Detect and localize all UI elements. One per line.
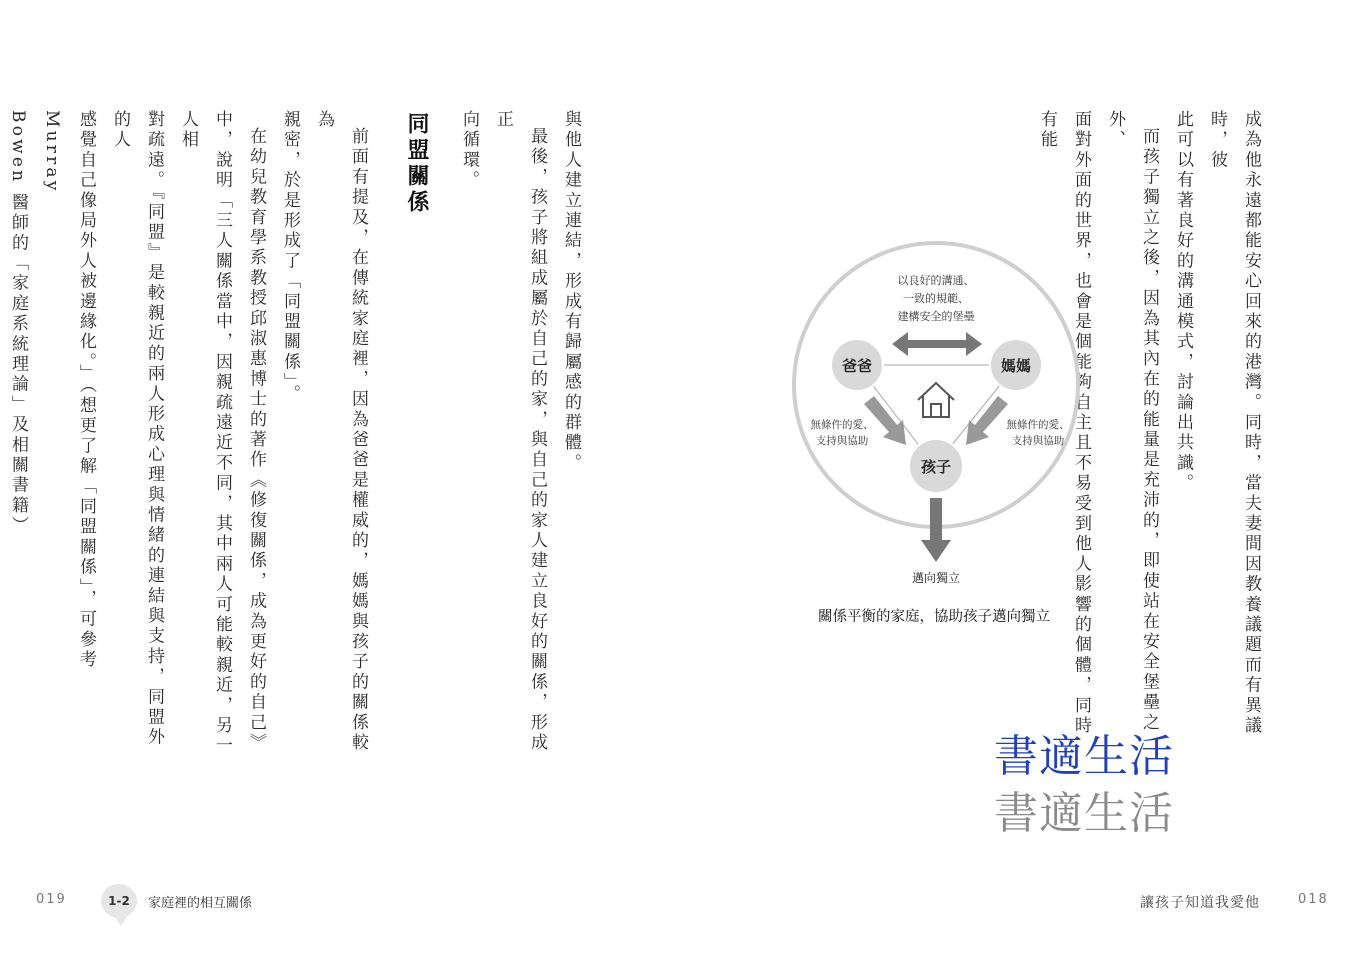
section-heading: 同盟關係 (404, 112, 430, 216)
diagram-top-text: 以良好的溝通、 (897, 274, 975, 287)
right-edge-text: 無條件的愛、 (1006, 419, 1070, 431)
left-edge-text: 支持與協助 (815, 435, 869, 447)
paragraph: 感覺自己像局外人被邊緣化。」（想更了解「同盟關係」，可參考 Murray (42, 110, 96, 671)
page-number-left: 019 (36, 892, 67, 907)
arrow-down-left-icon (966, 396, 1008, 445)
paragraph: 而孩子獨立之後，因為其內在的能量是充沛的，即使站在安全堡壘之外、 (1105, 110, 1159, 733)
family-balance-diagram (780, 230, 1100, 640)
right-edge-text: 支持與協助 (1011, 435, 1065, 447)
diagram-top-text: 建構安全的堡壘 (897, 310, 975, 323)
paragraph: 中，說明「三人關係當中，因親疏遠近不同，其中兩人可能較親近，另一人相 (178, 110, 232, 757)
left-page-text-upper (459, 110, 588, 760)
house-icon (918, 383, 954, 417)
paragraph: 最後，孩子將組成屬於自己的家，與自己的家人建立良好的關係，形成正 (493, 110, 547, 754)
chapter-badge: 1-2 (101, 884, 137, 918)
diagram-caption: 關係平衡的家庭，協助孩子邁向獨立 (818, 609, 1050, 625)
left-page-text-lower (8, 110, 375, 760)
paragraph: 面對外面的世界，也會是個能夠自主且不易受到他人影響的個體，同時有能 (1037, 110, 1091, 737)
bottom-label: 邁向獨立 (911, 571, 961, 585)
paragraph (0, 110, 1, 760)
paragraph: 成為他永遠都能安心回來的港灣。同時，當夫妻間因教養議題而有異議時，彼 (1207, 110, 1261, 737)
node-mom-label: 媽媽 (1000, 357, 1032, 375)
paragraph: Bowen 醫師的「家庭系統理論」及相關書籍） (8, 110, 28, 537)
chapter-title: 家庭裡的相互關係 (148, 896, 253, 911)
paragraph: 對疏遠。『同盟』是較親近的兩人形成心理與情緒的連結與支持，同盟外的人 (110, 110, 164, 748)
paragraph: 與他人建立連結，形成有歸屬感的群體。 (561, 110, 581, 474)
arrow-down-icon (921, 498, 951, 562)
watermark-gray: 書適生活 (994, 788, 1174, 839)
double-arrow-icon (892, 332, 982, 356)
node-child-label: 孩子 (920, 458, 952, 476)
paragraph: 此可以有著良好的溝通模式，討論出共識。 (1173, 110, 1193, 494)
page-number-right: 018 (1298, 892, 1329, 907)
watermark-blue: 書適生活 (994, 731, 1174, 782)
paragraph: 在幼兒教育學系教授邱淑惠博士的著作《修復關係，成為更好的自己》 (246, 127, 266, 754)
paragraph: 前面有提及，在傳統家庭裡，因為爸爸是權威的，媽媽與孩子的關係較為 (314, 110, 368, 754)
paragraph: 親密，於是形成了「同盟關係」。 (280, 110, 300, 405)
diagram-top-text: 一致的規範、 (903, 292, 969, 305)
left-edge-text: 無條件的愛、 (810, 419, 874, 431)
node-dad-label: 爸爸 (841, 357, 873, 375)
book-title: 讓孩子知道我愛他 (1140, 895, 1260, 911)
paragraph: 向循環。 (459, 110, 479, 191)
